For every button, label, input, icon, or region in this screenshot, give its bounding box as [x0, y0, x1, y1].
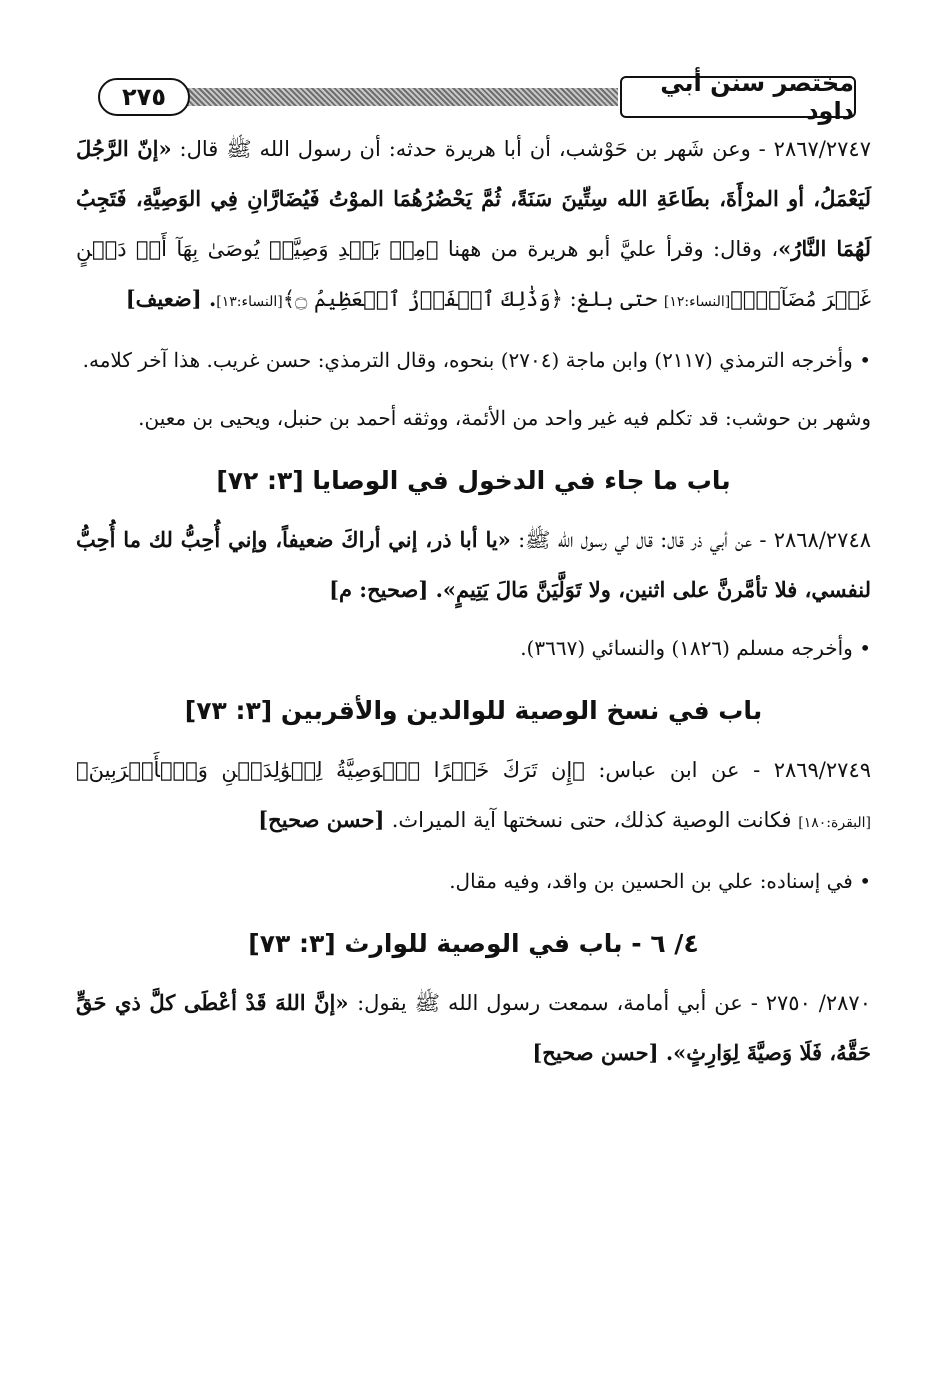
hadith-2869-text: ﴿إِن تَرَكَ خَيۡرًا ٱلۡوَصِيَّةُ لِلۡوَٰلِدَيۡنِ وَٱلۡأَقۡرَبِينَ﴾: [76, 758, 599, 782]
hadith-2867-mid: حتى بلغ: ﴿وَذَٰلِكَ ٱلۡفَوۡزُ ٱلۡعَظِيمُ ۝﴾: [282, 287, 664, 311]
hadith-2867-intro: ٢٨٦٧/٢٧٤٧ - وعن شَهر بن حَوْشب، أن أبا هريرة حدثه: أن رسول الله ﷺ قال:: [179, 137, 871, 161]
chapter-heading-73b: ٤/ ٦ - باب في الوصية للوارث [٣: ٧٣]: [248, 929, 699, 958]
hadith-2867-ref1: [النساء:١٢]: [663, 294, 731, 310]
hadith-2869-ref: [البقرة:١٨٠]: [798, 815, 871, 831]
hadith-2868-grade: . [صحيح: م]: [329, 577, 443, 602]
hadith-2867-comment: وشهر بن حوشب: قد تكلم فيه غير واحد من الأئمة، ووثقه أحمد بن حنبل، ويحيى بن معين.: [138, 406, 871, 430]
hadith-2870-text: «إنَّ اللهَ قَدْ أعْطَى كلَّ ذي حَقٍّ حَقَّهُ، فَلَا وَصيَّةَ لِوَارِثٍ»: [76, 990, 871, 1065]
hadith-2870-intro: ٢٨٧٠/ ٢٧٥٠ - عن أبي أمامة، سمعت رسول الله ﷺ يقول:: [357, 991, 871, 1015]
hadith-2868-intro: ٢٨٦٨/٢٧٤٨ - عن أبي ذر قال: قال لي رسول الله ﷺ:: [518, 528, 871, 552]
page-number-badge: [98, 78, 190, 116]
page-content: [76, 124, 871, 1078]
hadith-2869: [76, 745, 871, 848]
hadith-2867-grade: . [ضعيف]: [125, 286, 217, 311]
hadith-2867-takhrij: • وأخرجه الترمذي (٢١١٧) وابن ماجة (٢٧٠٤) بنحوه، وقال الترمذي: حسن غريب. هذا آخر كلامه.: [82, 348, 871, 372]
hadith-2867: [76, 124, 871, 327]
hadith-2870-grade: . [حسن صحيح]: [532, 1040, 674, 1065]
hadith-2868-takhrij: • وأخرجه مسلم (١٨٢٦) والنسائي (٣٦٦٧).: [520, 636, 871, 660]
hadith-2870: [76, 978, 871, 1078]
page-number: ٢٧٥: [122, 83, 166, 111]
hadith-2867-text: «إنّ الرَّجُلَ لَيَعْمَلُ، أو المرْأَةَ، بطَاعَةِ الله سِتِّينَ سَنَةً، ثُمَّ يَحْضُرُهُمَا الموْتُ فَيُضَارَّانِ فِي الوَصِيَّةِ، فَتَجِبُ لَهُمَا النَّارُ»: [76, 136, 871, 261]
hadith-2869-rest: فكانت الوصية كذلك، حتى نسختها آية الميراث.: [391, 808, 799, 832]
chapter-heading-72: باب ما جاء في الدخول في الوصايا [٣: ٧٢]: [216, 466, 731, 495]
header-ornament-rule: [170, 88, 618, 106]
hadith-2869-intro: ٢٨٦٩/٢٧٤٩ - عن ابن عباس:: [598, 758, 871, 782]
book-title-box: [620, 69, 856, 125]
hadith-2868-text: «يا أبا ذر، إني أراكَ ضعيفاً، وإني أُحِبُّ لك ما أُحِبُّ لنفسي، فلا تأمَّرنَّ على اثنين، ولا تَوَلَّيَنَّ مَالَ يَتِيمٍ»: [76, 527, 871, 602]
hadith-2867-ref2: [النساء:١٣]: [216, 294, 283, 310]
hadith-2869-takhrij: • في إسناده: علي بن الحسين بن واقد، وفيه مقال.: [449, 869, 871, 893]
chapter-heading-73a: باب في نسخ الوصية للوالدين والأقربين [٣: ٧٣]: [184, 696, 763, 725]
hadith-2867-continuation: ، وقال: وقرأ عليَّ أبو هريرة من ههنا ﴿مِنۢ بَعۡدِ وَصِيَّةٖ يُوصَىٰ بِهَآ أَوۡ دَيۡنٍ غَيۡرَ مُضَآرّٖ﴾: [76, 237, 871, 311]
hadith-2869-grade: [حسن صحيح]: [258, 807, 392, 832]
book-title: مختصر سنن أبي داود: [660, 69, 854, 125]
hadith-2868: [76, 515, 871, 615]
running-header: [80, 69, 856, 125]
